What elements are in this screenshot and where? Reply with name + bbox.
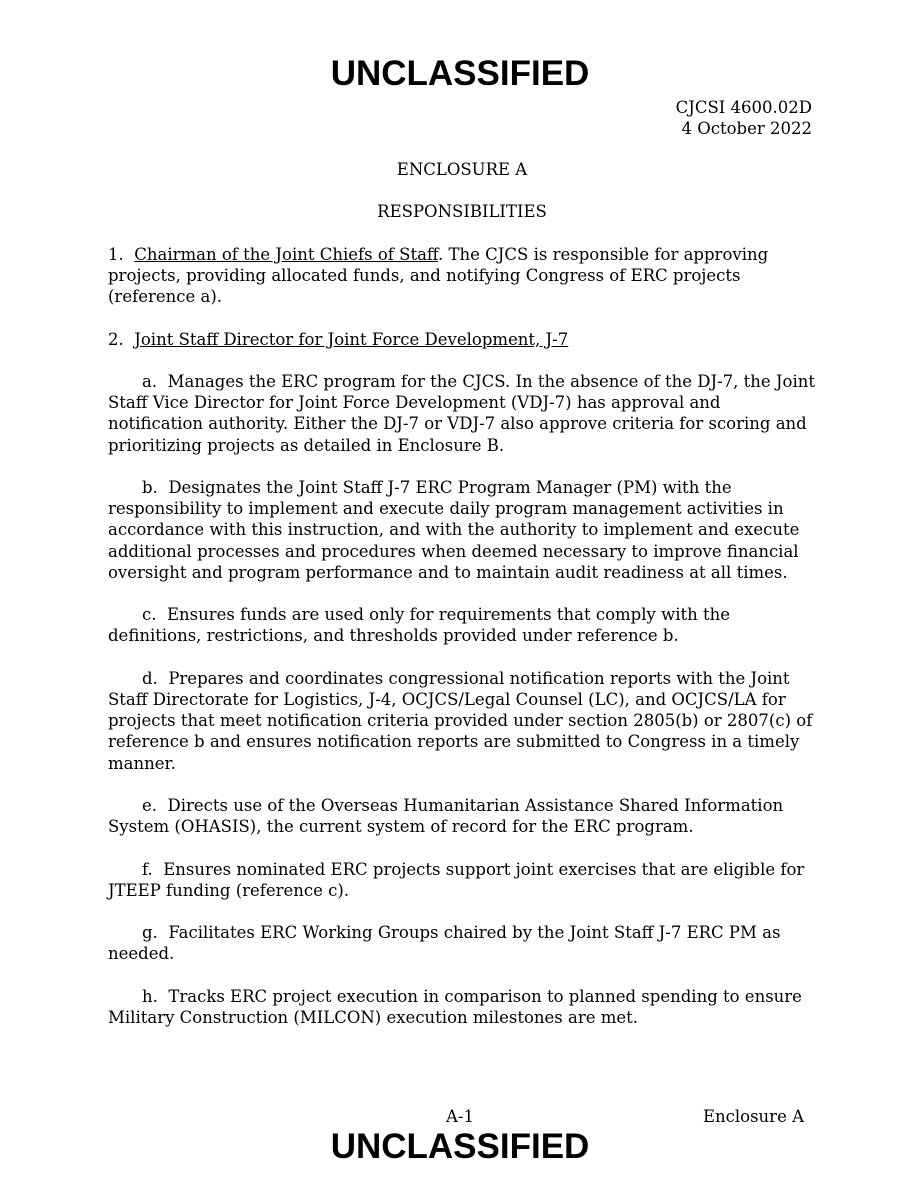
document-number: CJCSI 4600.02D xyxy=(675,98,812,117)
enclosure-title: ENCLOSURE A xyxy=(396,160,528,179)
subparagraph-letter: e. xyxy=(142,795,158,815)
paragraph-number: 2. xyxy=(108,329,124,349)
subparagraph-letter: c. xyxy=(142,605,157,625)
subparagraph-text: Facilitates ERC Working Groups chaired by the Joint Staff J-7 ERC PM as needed. xyxy=(108,923,781,964)
document-date: 4 October 2022 xyxy=(681,119,812,138)
classification-banner-top: UNCLASSIFIED xyxy=(330,54,590,93)
subparagraph-letter: h. xyxy=(142,986,158,1006)
subparagraph-text: Directs use of the Overseas Humanitarian Assistance Shared Information System (OHASIS), the current system of record for the ERC program. xyxy=(108,795,784,837)
subparagraph-b xyxy=(108,477,816,583)
subparagraph-f xyxy=(108,859,816,901)
paragraph-heading: Chairman of the Joint Chiefs of Staff xyxy=(134,244,439,264)
paragraph-1 xyxy=(108,244,816,308)
paragraph-heading: Joint Staff Director for Joint Force Development, J-7 xyxy=(134,329,569,349)
subparagraph-text: Manages the ERC program for the CJCS. In the absence of the DJ-7, the Joint Staff Vice Director for Joint Force Development (VDJ-7) has approval and notification authority. Either the DJ-7 or VDJ-7 also approve criteria for scoring and prioritizing projects as detailed in Enclosure B. xyxy=(108,371,815,455)
subparagraph-h xyxy=(108,986,816,1028)
subparagraph-letter: b. xyxy=(142,477,158,497)
footer-enclosure-label: Enclosure A xyxy=(702,1107,804,1126)
subparagraph-text: Ensures nominated ERC projects support joint exercises that are eligible for JTEEP funding (reference c). xyxy=(108,859,805,900)
subparagraph-letter: g. xyxy=(142,923,158,943)
subparagraph-d xyxy=(108,668,816,774)
paragraph-number: 1. xyxy=(108,244,124,264)
classification-banner-bottom: UNCLASSIFIED xyxy=(330,1127,590,1166)
page-body xyxy=(108,159,816,1049)
subparagraph-letter: f. xyxy=(142,859,153,879)
subparagraph-g xyxy=(108,922,816,964)
paragraph-2 xyxy=(108,329,816,350)
document-id-block xyxy=(676,97,812,139)
subparagraph-text: Tracks ERC project execution in comparison to planned spending to ensure Military Construction (MILCON) execution milestones are met. xyxy=(108,986,802,1027)
subparagraph-letter: d. xyxy=(142,668,158,688)
subparagraph-text: Designates the Joint Staff J-7 ERC Program Manager (PM) with the responsibility to implement and execute daily program management activities in accordance with this instruction, and with the authority to implement and execute additional processes and procedures when deemed necessary to improve financial oversight and program performance and to maintain audit readiness at all times. xyxy=(108,477,800,582)
subparagraph-text: Prepares and coordinates congressional notification reports with the Joint Staff Directorate for Logistics, J-4, OCJCS/Legal Counsel (LC), and OCJCS/LA for projects that meet notification criteria provided under section 2805(b) or 2807(c) of reference b and ensures notification reports are submitted to Congress in a timely manner. xyxy=(108,668,813,773)
subparagraph-a xyxy=(108,371,816,456)
section-title: RESPONSIBILITIES xyxy=(377,202,547,222)
subparagraph-e xyxy=(108,795,816,837)
page-number: A-1 xyxy=(446,1107,474,1126)
subparagraph-text: Ensures funds are used only for requirements that comply with the definitions, restrictions, and thresholds provided under reference b. xyxy=(108,605,731,646)
paragraph-text: . The CJCS is responsible for approving projects, providing allocated funds, and notifying Congress of ERC projects (reference a). xyxy=(108,244,769,307)
subparagraph-c xyxy=(108,604,816,646)
subparagraph-letter: a. xyxy=(142,371,158,391)
